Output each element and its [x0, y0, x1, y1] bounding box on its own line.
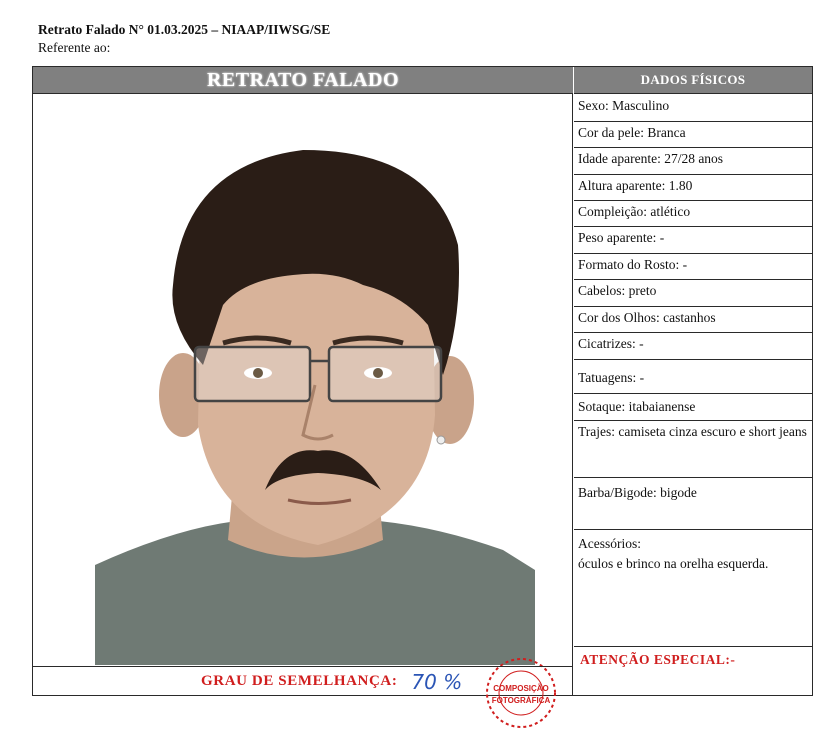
field-trajes: Trajes: camiseta cinza escuro e short jeans — [574, 421, 812, 478]
field-tatuagens: Tatuagens: - — [574, 360, 812, 394]
physical-data-heading: DADOS FÍSICOS — [574, 67, 812, 94]
similarity-value: 70 % — [411, 669, 463, 694]
svg-text:COMPOSIÇÃO: COMPOSIÇÃO — [493, 684, 549, 693]
field-sotaque: Sotaque: itabaianense — [574, 394, 812, 421]
field-altura: Altura aparente: 1.80 — [574, 175, 812, 201]
field-idade: Idade aparente: 27/28 anos — [574, 148, 812, 175]
field-barba-bigode: Barba/Bigode: bigode — [574, 478, 812, 530]
field-cor-olhos: Cor dos Olhos: castanhos — [574, 307, 812, 333]
document-subtitle: Referente ao: — [38, 40, 111, 55]
field-cabelos: Cabelos: preto — [574, 280, 812, 307]
column-divider — [572, 67, 573, 696]
portrait-heading: RETRATO FALADO — [33, 67, 573, 94]
svg-text:FOTOGRÁFICA: FOTOGRÁFICA — [491, 696, 551, 705]
field-sexo: Sexo: Masculino — [574, 95, 812, 122]
field-cor-da-pele: Cor da pele: Branca — [574, 122, 812, 148]
accessories-value: óculos e brinco na orelha esquerda. — [578, 556, 769, 571]
document-title: Retrato Falado N° 01.03.2025 – NIAAP/IIWSG/SE — [38, 22, 331, 37]
field-acessorios — [574, 530, 812, 646]
portrait-image — [33, 95, 572, 665]
field-cicatrizes: Cicatrizes: - — [574, 333, 812, 360]
similarity-row — [33, 666, 572, 696]
field-formato-rosto: Formato do Rosto: - — [574, 254, 812, 280]
attention-label: ATENÇÃO ESPECIAL:- — [574, 646, 812, 696]
field-peso: Peso aparente: - — [574, 227, 812, 254]
field-compleicao: Compleição: atlético — [574, 201, 812, 227]
accessories-label: Acessórios: — [578, 536, 641, 551]
similarity-label: GRAU DE SEMELHANÇA: — [201, 673, 398, 689]
